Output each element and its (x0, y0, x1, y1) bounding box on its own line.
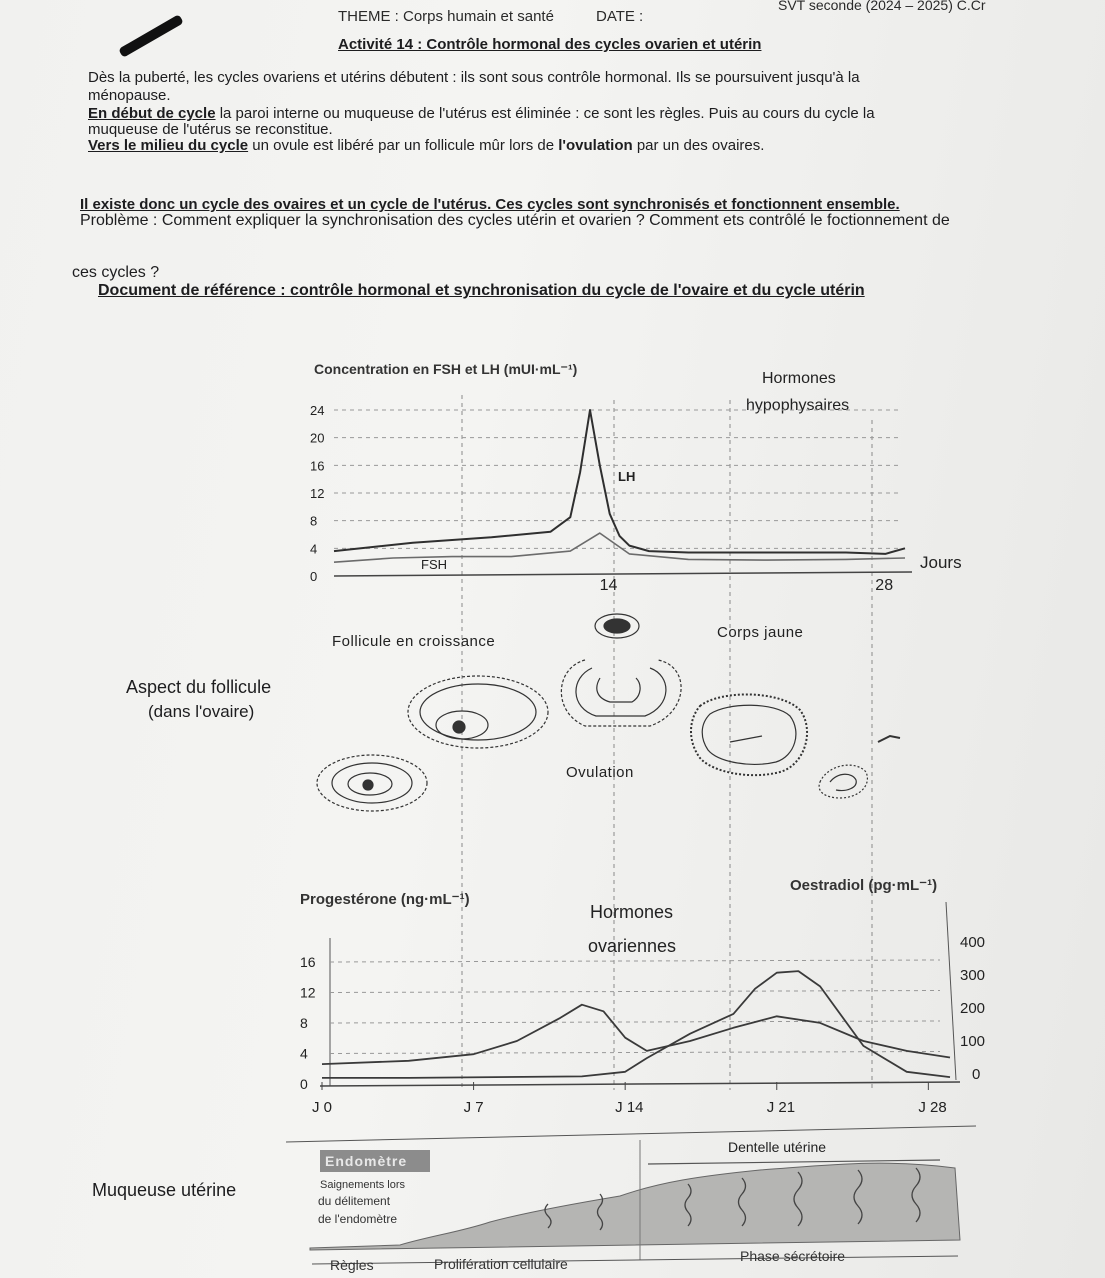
chart2-gridline (330, 991, 940, 993)
phase-regles: Règles (330, 1257, 374, 1273)
chart1-group-label-1: Hormones (762, 370, 836, 387)
chart2-right-tick-label: 300 (960, 967, 986, 984)
regressing-corpus-drawing (819, 736, 900, 798)
chart2-right-tick-label: 100 (960, 1033, 986, 1050)
chart2-right-tick-label: 0 (972, 1066, 981, 1083)
large-follicle-drawing (408, 676, 548, 748)
intro-line-1: Dès la puberté, les cycles ovariens et utérins débutent : ils sont sous contrôle hormonal. Ils se poursuivent jusqu'à la (88, 69, 860, 86)
uterine-lining-diagram (286, 1126, 976, 1273)
dentelle-label: Dentelle utérine (728, 1139, 827, 1155)
chart1-y-tick-label: 8 (310, 513, 318, 529)
problem-line-2: ces cycles ? (72, 264, 160, 281)
chart2-left-tick-label: 4 (300, 1045, 308, 1062)
chart1-y-ticks (310, 403, 324, 584)
problem-line-1: Problème : Comment expliquer la synchronisation des cycles utérin et ovarien ? Comment ets contrôlé le foctionnement de (80, 212, 950, 229)
chart2-x-tick-label: J 0 (312, 1099, 333, 1116)
intro-ovulation: l'ovulation (558, 137, 633, 154)
phase-arrow-line (312, 1256, 958, 1264)
chart2-x-ticks (312, 1082, 947, 1116)
chart2-x-tick-label: J 14 (615, 1099, 644, 1116)
chart2-right-ticks (960, 934, 985, 1083)
intro-line-5-end: par un des ovaires. (632, 137, 765, 154)
chart2-right-axis (946, 902, 956, 1080)
chart1-x-ticks (600, 577, 894, 594)
chart1-title: Concentration en FSH et LH (mUI·mL⁻¹) (314, 361, 578, 377)
chart1-group-label-2: hypophysaires (746, 397, 850, 414)
chart2-left-tick-label: 8 (300, 1015, 308, 1031)
intro-line-2: ménopause. (88, 87, 171, 104)
chart2-title-1: Hormones (590, 902, 674, 922)
chart2-x-axis (320, 1082, 960, 1086)
day-guides (462, 395, 872, 1090)
class-label: SVT seconde (2024 – 2025) C.Cr (778, 0, 986, 13)
fsh-label: FSH (421, 557, 447, 572)
pituitary-hormone-chart (310, 361, 962, 594)
phase-secretoire: Phase sécrétoire (740, 1248, 846, 1264)
uterus-side-label: Muqueuse utérine (92, 1180, 237, 1200)
chart2-left-ticks (300, 954, 316, 1092)
intro-line-3: la paroi interne ou muqueuse de l'utérus est éliminée : ce sont les règles. Puis au cours du cycle la (215, 105, 875, 122)
bleed-label-2: du délitement (318, 1194, 391, 1208)
chart2-left-tick-label: 12 (300, 984, 316, 1001)
small-follicle-drawing (317, 755, 427, 811)
chart2-series (322, 971, 950, 1078)
lh-label: LH (618, 469, 636, 484)
intro-line-4: muqueuse de l'utérus se reconstitue. (88, 121, 333, 138)
chart1-x-tick-label: 28 (875, 577, 894, 594)
chart1-y-tick-label: 12 (310, 486, 325, 501)
ovulation-label: Ovulation (566, 764, 634, 781)
chart2-x-tick-label: J 7 (463, 1099, 484, 1116)
chart2-left-tick-label: 0 (300, 1076, 308, 1092)
progesterone-axis-title: Progestérone (ng·mL⁻¹) (300, 891, 470, 908)
phase-proliferation: Prolifération cellulaire (434, 1256, 568, 1272)
uterus-top-border (286, 1126, 976, 1142)
intro-cycle-middle: Vers le milieu du cycle (88, 137, 249, 154)
chart1-gridlines (334, 410, 900, 548)
chart1-y-tick-label: 20 (310, 430, 325, 446)
document-title: Document de référence : contrôle hormonal et synchronisation du cycle de l'ovaire et du cycle utérin (98, 282, 865, 299)
endometrium-tissue (310, 1163, 960, 1250)
chart2-gridline (330, 1021, 940, 1023)
bleed-label-1: Saignements lors (320, 1179, 405, 1191)
bleed-label-3: de l'endomètre (318, 1212, 398, 1226)
mature-follicle-drawing (595, 614, 639, 638)
corpus-luteum-label: Corps jaune (717, 624, 804, 641)
chart2-x-tick-label: J 21 (766, 1099, 796, 1116)
chart1-x-tick-label: 14 (599, 577, 618, 594)
chart2-series-progesterone-line (322, 971, 950, 1078)
chart1-y-tick-label: 24 (310, 403, 325, 418)
activity-title: Activité 14 : Contrôle hormonal des cycles ovarien et utérin (338, 36, 762, 53)
intro-line-6: Il existe donc un cycle des ovaires et un cycle de l'utérus. Ces cycles sont synchronisés et fonctionnent ensemble. (80, 196, 900, 213)
ovarian-hormone-chart (300, 877, 985, 1116)
theme-label: THEME : Corps humain et santé (338, 8, 554, 25)
ruptured-follicle-drawing (561, 660, 681, 726)
intro-cycle-start: En début de cycle (88, 105, 216, 122)
chart1-series (334, 410, 905, 562)
chart2-left-tick-label: 16 (300, 954, 316, 970)
chart2-gridline (330, 960, 940, 962)
follicle-side-label-1: Aspect du follicule (126, 677, 272, 697)
chart2-title-2: ovariennes (588, 936, 677, 956)
corpus-luteum-drawing (691, 694, 807, 775)
endometre-label: Endomètre (325, 1153, 408, 1169)
chart1-xlabel: Jours (920, 553, 962, 572)
chart2-right-tick-label: 400 (960, 934, 986, 951)
chart1-y-tick-label: 4 (310, 541, 318, 557)
chart1-y-tick-label: 0 (310, 569, 318, 584)
chart2-right-tick-label: 200 (960, 1000, 986, 1017)
chart1-y-tick-label: 16 (310, 458, 325, 474)
chart1-x-axis (334, 572, 912, 576)
chart2-x-tick-label: J 28 (918, 1099, 947, 1116)
oestradiol-axis-title: Oestradiol (pg·mL⁻¹) (790, 877, 938, 894)
intro-line-5: un ovule est libéré par un follicule mûr lors de (248, 137, 559, 154)
chart1-series-fsh-line (334, 533, 905, 562)
chart2-gridlines (330, 960, 940, 1054)
growing-follicle-label: Follicule en croissance (332, 633, 496, 650)
date-label: DATE : (596, 8, 644, 25)
follicle-side-label-2: (dans l'ovaire) (148, 702, 255, 721)
chart2-gridline (330, 1052, 940, 1054)
